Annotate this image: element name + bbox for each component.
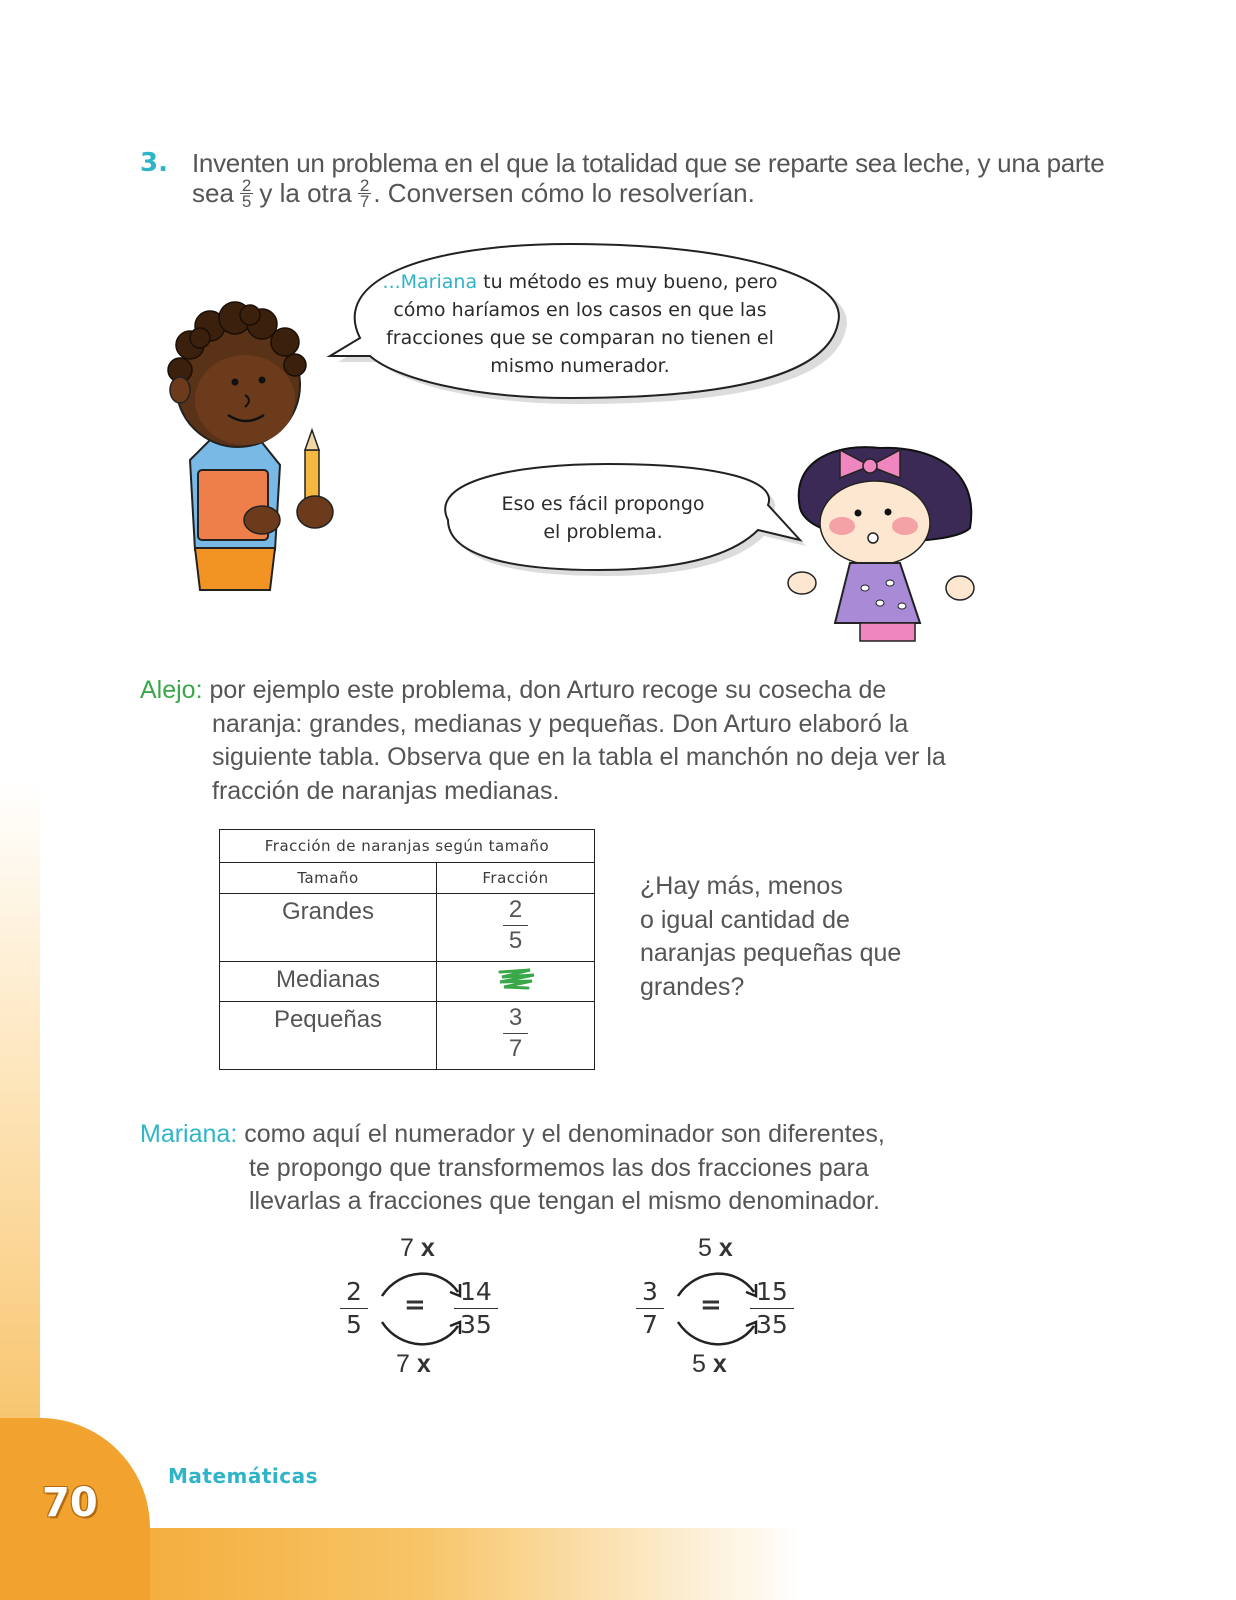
equals-sign: = — [404, 1290, 426, 1320]
alejo-paragraph: Alejo: por ejemplo este problema, don Arturo recoge su cosecha de naranja: grandes, medianas y pequeñas. Don Arturo elaboró la siguiente tabla. Observa que en la tabla el manchón no deja ver la fracción de naranjas medianas. — [140, 676, 946, 805]
bubble1-name: ...Mariana — [382, 271, 478, 293]
exercise-line1: Inventen un problema en el que la totalidad que se reparte sea leche, y una parte — [192, 148, 1105, 178]
table-cell-fraction: $\frac{2}{5}$ — [437, 894, 595, 962]
table-row — [220, 1002, 595, 1070]
fraction-left: $\frac{2}{5}$ — [340, 1276, 368, 1341]
multiplier-bottom: 7 x — [396, 1350, 431, 1378]
table-row — [220, 894, 595, 962]
table-cell-size: Medianas — [220, 962, 437, 1002]
mariana-paragraph: Mariana: como aquí el numerador y el denominador son diferentes, te propongo que transformemos las dos fracciones para llevarlas a fracciones que tengan el mismo denominador. — [140, 1120, 885, 1215]
fraction-two-fifths: $\frac{2}{5}$ — [241, 176, 252, 211]
fraction-right: $\frac{15}{35}$ — [750, 1276, 794, 1341]
fraction-right: $\frac{14}{35}$ — [454, 1276, 498, 1341]
equivalence-diagram-1 — [330, 1234, 520, 1384]
boy-illustration — [150, 290, 350, 600]
alejo-speaker: Alejo: — [140, 676, 203, 704]
bottom-band — [40, 1528, 800, 1600]
girl-illustration — [780, 438, 990, 648]
subject-footer: Matemáticas — [168, 1464, 319, 1488]
oranges-fraction-table — [219, 829, 595, 1070]
multiplier-bottom: 5 x — [692, 1350, 727, 1378]
exercise-number: 3. — [140, 148, 168, 178]
fraction-two-sevenths: $\frac{2}{7}$ — [359, 176, 370, 211]
table-cell-fraction — [437, 962, 595, 1002]
equals-sign: = — [700, 1290, 722, 1320]
exercise-line2-pre: sea — [192, 178, 234, 208]
exercise-line2-mid: y la otra — [259, 178, 352, 208]
table-caption: Fracción de naranjas según tamaño — [220, 830, 595, 863]
bubble1-text: ...Mariana tu método es muy bueno, pero cómo haríamos en los casos en que las fracciones que se comparan no tienen el mismo numerador. — [382, 271, 778, 377]
comparison-question: ¿Hay más, menos o igual cantidad de naranjas pequeñas que grandes? — [640, 872, 902, 1001]
table-cell-size: Grandes — [220, 894, 437, 962]
page-number: 70 — [42, 1480, 98, 1526]
table-row — [220, 962, 595, 1002]
multiplier-top: 7 x — [400, 1234, 435, 1262]
multiplier-top: 5 x — [698, 1234, 733, 1262]
exercise-line2-post: . Conversen cómo lo resolverían. — [373, 178, 755, 208]
equivalence-diagram-2 — [626, 1234, 816, 1384]
green-scribble-blot — [494, 966, 538, 992]
table-cell-fraction: $\frac{3}{7}$ — [437, 1002, 595, 1070]
table-header-size: Tamaño — [220, 863, 437, 894]
table-header-fraction: Fracción — [437, 863, 595, 894]
table-cell-size: Pequeñas — [220, 1002, 437, 1070]
bubble2-text: Eso es fácil propongo el problema. — [501, 493, 705, 543]
mariana-speaker: Mariana: — [140, 1120, 238, 1148]
fraction-left: $\frac{3}{7}$ — [636, 1276, 664, 1341]
exercise-line2 — [192, 178, 755, 209]
